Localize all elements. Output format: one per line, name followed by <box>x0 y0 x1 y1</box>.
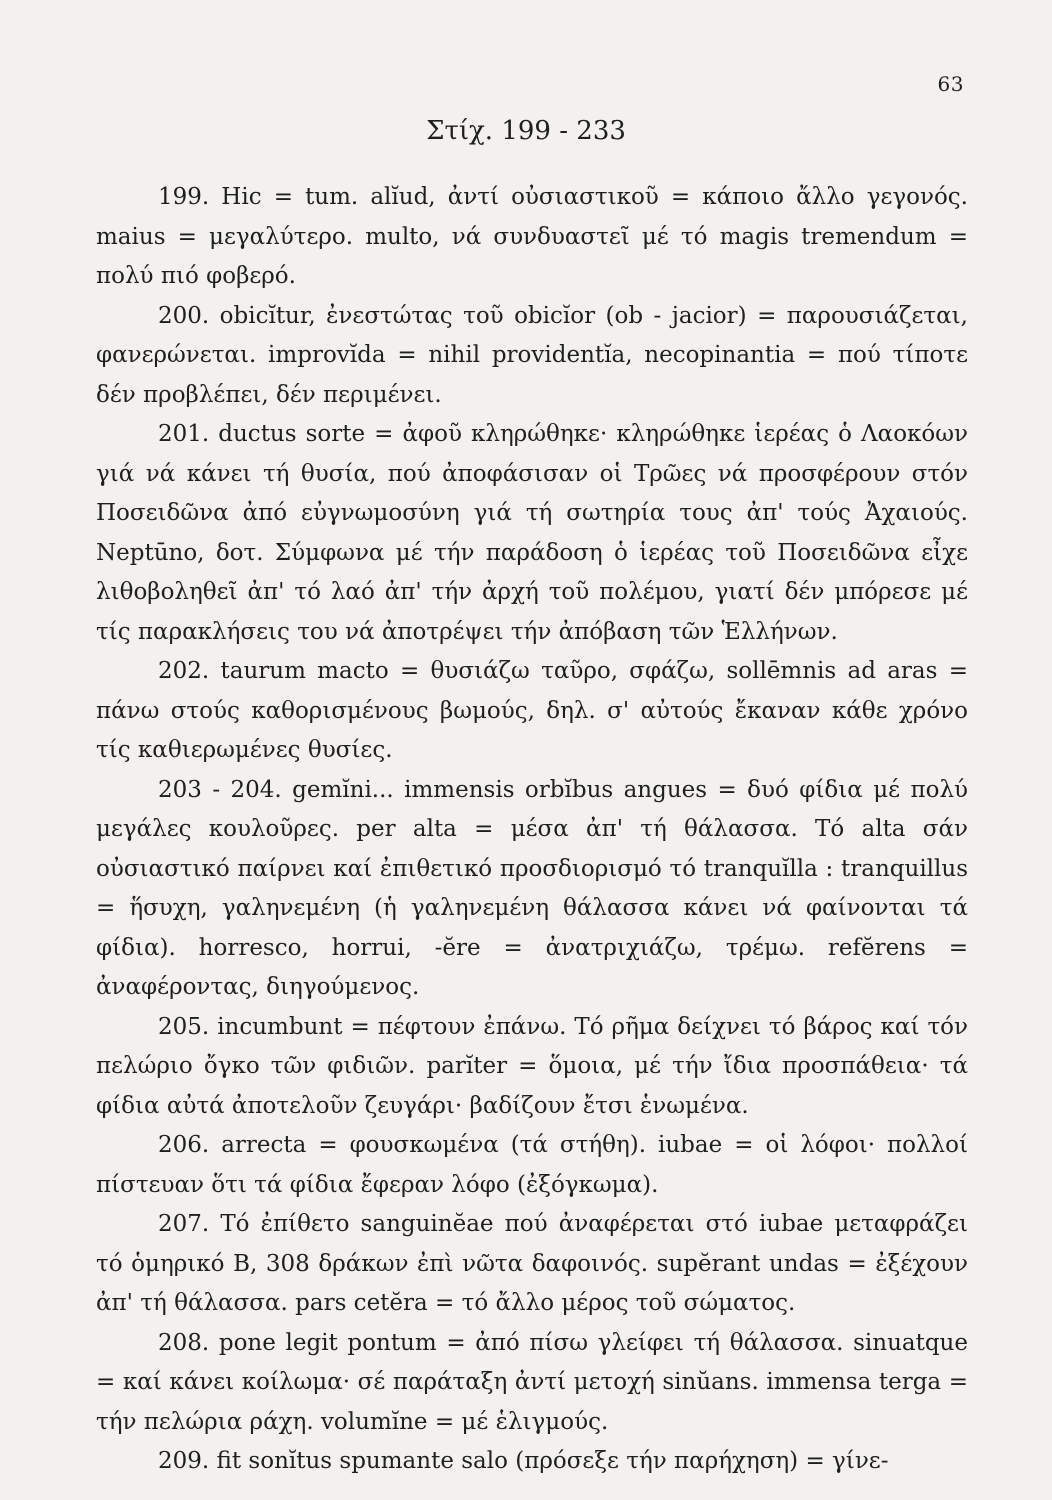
page-number: 63 <box>937 72 964 96</box>
commentary-paragraph: 205. incumbunt = πέφτουν ἐπάνω. Τό ρῆμα δείχνει τό βάρος καί τόν πελώριο ὄγκο τῶν φιδιῶν. parĭter = ὅμοια, μέ τήν ἴδια προσπάθεια· τά φίδια αὐτά ἀποτελοῦν ζευγάρι· βαδίζουν ἔτσι ἑνωμένα. <box>96 1013 968 1119</box>
commentary-paragraph: 199. Hic = tum. alĭud, ἀντί οὐσιαστικοῦ = κάποιο ἄλλο γεγονός. maius = μεγαλύτερο. multo, νά συνδυαστεῖ μέ τό magis tremendum = πολύ πιό φοβερό. <box>96 184 968 289</box>
commentary-paragraph: 206. arrecta = φουσκωμένα (τά στήθη). iubae = οἱ λόφοι· πολλοί πίστευαν ὅτι τά φίδια ἔφεραν λόφο (ἐξόγκωμα). <box>96 1132 968 1198</box>
commentary-paragraph: 202. taurum macto = θυσιάζω ταῦρο, σφάζω, sollēmnis ad aras = πάνω στούς καθορισμένους βωμούς, δηλ. σ' αὐτούς ἔκαναν κάθε χρόνο τίς καθιερωμένες θυσίες. <box>96 658 968 763</box>
commentary-paragraph: 201. ductus sorte = ἀφοῦ κληρώθηκε· κληρώθηκε ἱερέας ὁ Λαοκόων γιά νά κάνει τή θυσία, πού ἀποφάσισαν οἱ Τρῶες νά προσφέρουν στόν Ποσειδῶνα ἀπό εὐγνωμοσύνη γιά τή σωτηρία τους ἀπ' τούς Ἀχαιούς. Neptūno, δοτ. Σύμφωνα μέ τήν παράδοση ὁ ἱερέας τοῦ Ποσειδῶνα εἶχε λιθοβοληθεῖ ἀπ' τό λαό ἀπ' τήν ἀρχή τοῦ πολέμου, γιατί δέν μπόρεσε μέ τίς παρακλήσεις του νά ἀποτρέψει τήν ἀπόβαση τῶν Ἑλλήνων. <box>96 421 968 645</box>
commentary-body <box>96 178 968 1482</box>
commentary-paragraph: 209. fit sonĭtus spumante salo (πρόσεξε τήν παρήχηση) = γίνε- <box>158 1448 889 1474</box>
commentary-paragraph: 208. pone legit pontum = ἀπό πίσω γλείφει τή θάλασσα. sinuatque = καί κάνει κοίλωμα· σέ παράταξη ἀντί μετοχή sinŭans. immensa terga = τήν πελώρια ράχη. volumĭne = μέ ἑλιγμούς. <box>96 1329 968 1435</box>
commentary-paragraph: 200. obicĭtur, ἐνεστώτας τοῦ obicĭor (ob - jacior) = παρουσιάζεται, φανερώνεται. improvĭda = nihil providentĭa, necopinantia = πού τίποτε δέν προβλέπει, δέν περιμένει. <box>96 302 968 408</box>
section-heading: Στίχ. 199 - 233 <box>426 116 626 146</box>
commentary-paragraph: 207. Τό ἐπίθετο sanguinĕae πού ἀναφέρεται στό iubae μεταφράζει τό ὁμηρικό Β, 308 δράκων ἐπὶ νῶτα δαφοινός. supĕrant undas = ἐξέχουν ἀπ' τή θάλασσα. pars cetĕra = τό ἄλλο μέρος τοῦ σώματος. <box>96 1211 968 1316</box>
commentary-paragraph: 203 - 204. gemĭni... immensis orbĭbus angues = δυό φίδια μέ πολύ μεγάλες κουλοῦρες. per alta = μέσα ἀπ' τή θάλασσα. Τό alta σάν οὐσιαστικό παίρνει καί ἐπιθετικό προσδιορισμό τό tranquĭlla : tranquillus = ἥσυχη, γαληνεμένη (ἡ γαληνεμένη θάλασσα κάνει νά φαίνονται τά φίδια). horresco, horrui, -ĕre = ἀνατριχιάζω, τρέμω. refĕrens = ἀναφέροντας, διηγούμενος. <box>96 776 968 1000</box>
